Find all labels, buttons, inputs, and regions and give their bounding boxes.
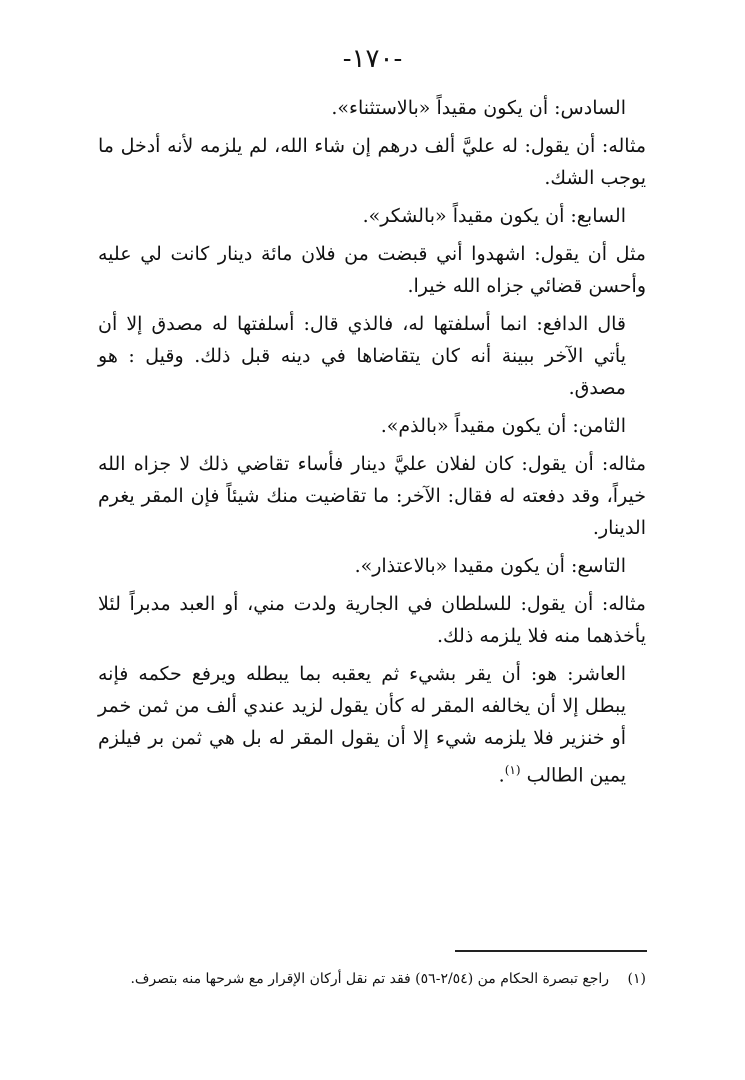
paragraph-payer-statement: قال الدافع: انما أسلفتها له، فالذي قال: أسلفتها له مصدق إلا أن يأتي الآخر ببينة أنه كان يتقاضاها في دينه قبل ذلك. وقيل : هو مصدق. (98, 313, 626, 399)
footnote-divider (455, 950, 647, 952)
paragraph-heading-eighth: الثامن: أن يكون مقيداً «بالذم». (380, 415, 626, 437)
paragraph-heading-seventh: السابع: أن يكون مقيداً «بالشكر». (362, 205, 626, 227)
footnote-number: (١) (627, 971, 646, 987)
paragraph-example-sixth: مثاله: أن يقول: له عليَّ ألف درهم إن شاء الله، لم يلزمه لأنه أدخل ما يوجب الشك. (98, 135, 646, 189)
main-text (98, 92, 646, 797)
paragraph-heading-sixth: السادس: أن يكون مقيداً «بالاستثناء». (331, 97, 626, 119)
paragraph-tenth-text: العاشر: هو: أن يقر بشيء ثم يعقبه بما يبطله ويرفع حكمه فإنه يبطل إلا أن يخالفه المقر له كأن يقول لزيد عندي ألف من ثمن خمر أو خنزير فلا يلزمه شيء إلا أن يقول المقر له بل هي ثمن بر فيلزم يمين الطالب (98, 663, 626, 787)
page-number: -١٧٠- (342, 44, 403, 74)
footnote (98, 966, 646, 992)
footnote-ref[interactable]: (١) (504, 763, 521, 777)
paragraph-example-ninth: مثاله: أن يقول: للسلطان في الجارية ولدت مني، أو العبد مدبراً لئلا يأخذهما منه فلا يلزمه ذلك. (98, 593, 646, 647)
paragraph-example-seventh: مثل أن يقول: اشهدوا أني قبضت من فلان مائة دينار كانت لي عليه وأحسن قضائي جزاه الله خيرا. (98, 243, 646, 297)
footnote-text: راجع تبصرة الحكام من (٢/٥٤-٥٦) فقد تم نقل أركان الإقرار مع شرحها منه بتصرف. (130, 971, 610, 987)
paragraph-heading-ninth: التاسع: أن يكون مقيدا «بالاعتذار». (354, 555, 626, 577)
paragraph-example-eighth: مثاله: أن يقول: كان لفلان عليَّ دينار فأساء تقاضي ذلك لا جزاه الله خيراً، وقد دفعته له فقال: الآخر: ما تقاضيت منك شيئاً فإن المقر يغرم الدينار. (98, 453, 646, 539)
paragraph-tenth: العاشر: هو: أن يقر بشيء ثم يعقبه بما يبطله ويرفع حكمه فإنه يبطل إلا أن يخالفه المقر له كأن يقول لزيد عندي ألف من ثمن خمر أو خنزير فلا يلزمه شيء إلا أن يقول المقر له بل هي ثمن بر فيلزم يمين الطالب $^{(١)}$. (98, 663, 626, 787)
